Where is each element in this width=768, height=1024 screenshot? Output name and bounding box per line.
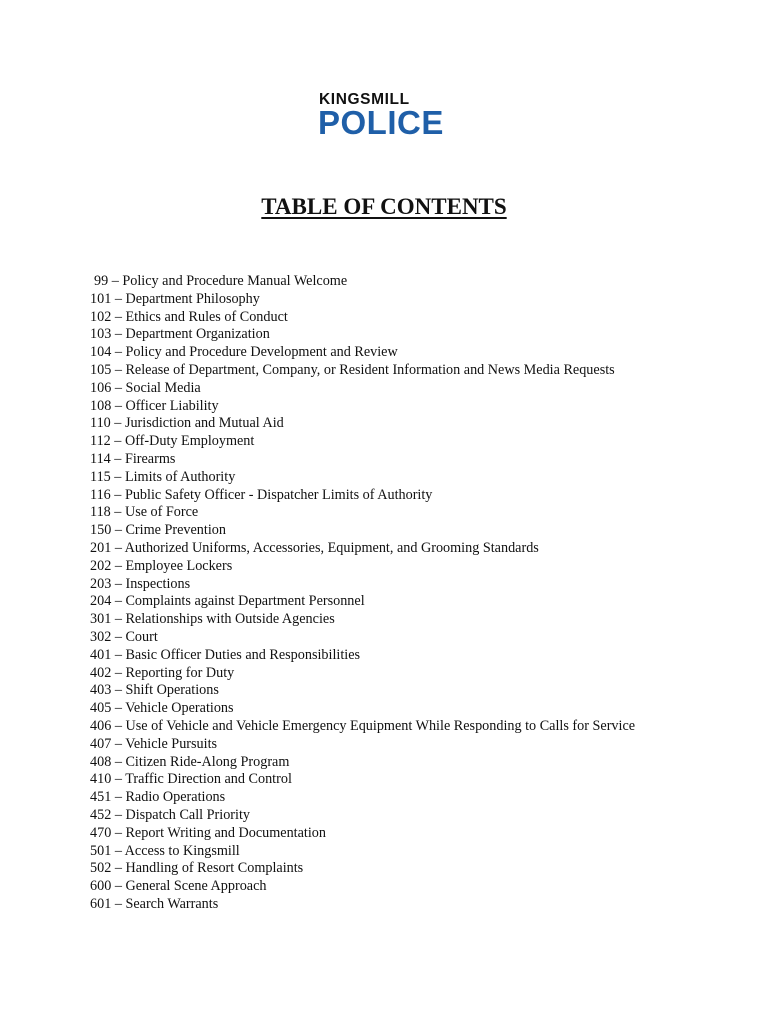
page-title: TABLE OF CONTENTS bbox=[261, 194, 507, 219]
toc-entry: 99 – Policy and Procedure Manual Welcome bbox=[94, 273, 348, 289]
toc-entry: 406 – Use of Vehicle and Vehicle Emergency Equipment While Responding to Calls for Service bbox=[90, 717, 636, 734]
toc-entry: 470 – Report Writing and Documentation bbox=[90, 824, 326, 841]
toc-entry: 407 – Vehicle Pursuits bbox=[90, 735, 218, 752]
toc-entry: 410 – Traffic Direction and Control bbox=[90, 771, 292, 788]
table-of-contents-list bbox=[90, 273, 635, 914]
toc-entry: 104 – Policy and Procedure Development and Review bbox=[90, 344, 398, 361]
toc-entry: 115 – Limits of Authority bbox=[90, 468, 236, 485]
toc-entry: 403 – Shift Operations bbox=[90, 682, 219, 699]
toc-entry: 402 – Reporting for Duty bbox=[90, 664, 235, 681]
toc-entry: 405 – Vehicle Operations bbox=[90, 700, 234, 717]
toc-entry: 408 – Citizen Ride-Along Program bbox=[90, 753, 290, 770]
toc-entry: 150 – Crime Prevention bbox=[90, 522, 226, 539]
toc-entry: 101 – Department Philosophy bbox=[90, 290, 260, 307]
toc-entry: 108 – Officer Liability bbox=[90, 397, 219, 414]
toc-entry: 103 – Department Organization bbox=[90, 326, 270, 343]
logo-line-police: POLICE bbox=[318, 104, 444, 141]
toc-entry: 452 – Dispatch Call Priority bbox=[90, 806, 250, 823]
toc-entry: 202 – Employee Lockers bbox=[90, 557, 233, 574]
toc-entry: 502 – Handling of Resort Complaints bbox=[90, 860, 304, 877]
toc-entry: 114 – Firearms bbox=[90, 450, 176, 467]
toc-entry: 302 – Court bbox=[90, 628, 158, 645]
toc-entry: 112 – Off-Duty Employment bbox=[90, 433, 255, 450]
toc-entry: 201 – Authorized Uniforms, Accessories, Equipment, and Grooming Standards bbox=[90, 539, 539, 556]
toc-entry: 301 – Relationships with Outside Agencies bbox=[90, 611, 335, 628]
toc-entry: 451 – Radio Operations bbox=[90, 789, 226, 806]
toc-entry: 601 – Search Warrants bbox=[90, 895, 219, 912]
toc-entry: 600 – General Scene Approach bbox=[90, 878, 267, 895]
toc-entry: 501 – Access to Kingsmill bbox=[90, 842, 240, 859]
toc-entry: 204 – Complaints against Department Personnel bbox=[90, 593, 365, 610]
toc-entry: 105 – Release of Department, Company, or Resident Information and News Media Requests bbox=[90, 361, 615, 378]
toc-entry: 106 – Social Media bbox=[90, 379, 201, 396]
toc-entry: 116 – Public Safety Officer - Dispatcher Limits of Authority bbox=[90, 486, 433, 503]
toc-entry: 110 – Jurisdiction and Mutual Aid bbox=[90, 415, 284, 432]
toc-entry: 401 – Basic Officer Duties and Responsibilities bbox=[90, 646, 361, 663]
toc-entry: 203 – Inspections bbox=[90, 575, 191, 592]
toc-entry: 102 – Ethics and Rules of Conduct bbox=[90, 308, 288, 325]
toc-entry: 118 – Use of Force bbox=[90, 504, 199, 521]
kingsmill-police-logo bbox=[318, 92, 450, 142]
logo-line-kingsmill: KINGSMILL bbox=[319, 91, 410, 108]
